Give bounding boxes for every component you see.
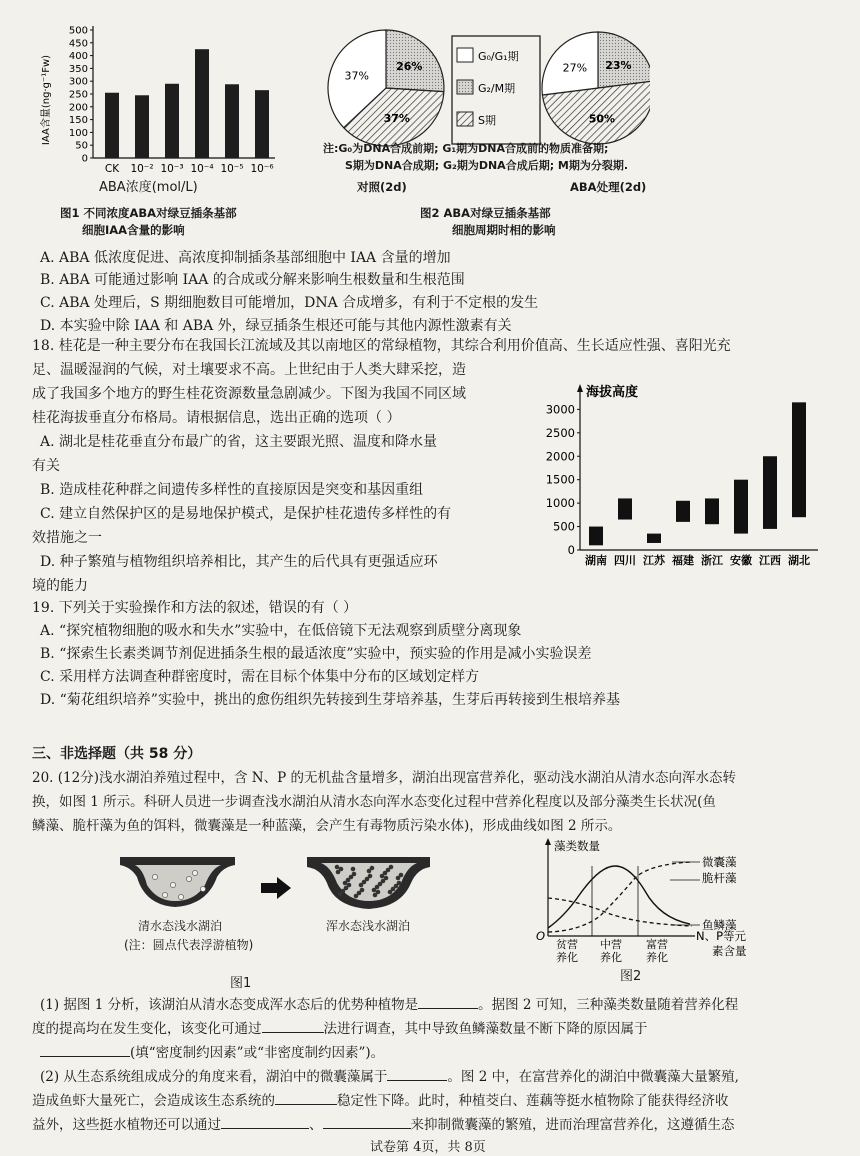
plankton-dot <box>339 867 344 872</box>
pie-aba <box>542 32 650 144</box>
fig1-bar <box>105 93 119 158</box>
lake-note: (注：圆点代表浮游植物) <box>124 938 254 952</box>
plankton-dot <box>399 873 404 878</box>
fig1-category-label: 10⁻⁴ <box>190 163 214 175</box>
q19-option-c: C. 采用样方法调查种群密度时，需在目标个体集中分布的区域划定样方 <box>40 669 480 685</box>
q19-option-a: A. “探究植物细胞的吸水和失水”实验中，在低倍镜下无法观察到质壁分离现象 <box>40 623 522 639</box>
alt-bar <box>589 527 603 546</box>
alt-title: 海拔高度 <box>586 385 639 400</box>
fig1-ytick-label: 400 <box>68 51 88 63</box>
alt-ytick-label: 0 <box>567 543 575 557</box>
plankton-dot <box>384 876 389 881</box>
plankton-dot <box>352 872 357 877</box>
q20-p1-d: 法进行调查，其中导致鱼鳞藻数量不断下降的原因属于 <box>323 1021 648 1037</box>
fig2-label-control: 对照(2d) <box>357 180 407 194</box>
alt-ytick-label: 2500 <box>545 425 575 440</box>
q18-stem-2: 足、温暖湿润的气候，对土壤要求不高。上世纪由于人类大肆采挖，造 <box>32 362 466 378</box>
q19-option-b: B. “探索生长素类调节剂促进插条生根的最适浓度”实验中，预实验的作用是减小实验误差 <box>40 646 592 662</box>
legend-g0g1: G₀/G₁期 <box>478 50 519 63</box>
q19-stem: 19. 下列关于实验操作和方法的叙述，错误的有（ ） <box>32 600 358 616</box>
fig1-caption-2: 细胞IAA含量的影响 <box>82 223 185 237</box>
pie-slice-label: 26% <box>396 60 423 74</box>
blank-7[interactable] <box>323 1114 411 1129</box>
g-meso-2: 养化 <box>600 951 622 964</box>
blank-6[interactable] <box>221 1114 309 1129</box>
q18-option-a: A. 湖北是桂花垂直分布最广的省，这主要跟光照、温度和降水量 <box>40 434 438 450</box>
alt-bar <box>792 402 806 517</box>
q20-p1-b: 。据图 2 可知，三种藻类数量随着营养化程 <box>478 997 739 1013</box>
fig1-bar <box>135 95 149 158</box>
q20-p1-c: 度的提高均在发生变化，该变化可通过 <box>32 1021 262 1037</box>
plankton-dot <box>368 874 373 879</box>
alt-category-label: 江西 <box>759 554 781 567</box>
fig1-category-label: 10⁻³ <box>160 163 184 175</box>
alt-category-label: 江苏 <box>643 554 665 567</box>
q18-option-c: C. 建立自然保护区的是易地保护模式，是保护桂花遗传多样性的有 <box>40 506 452 522</box>
alt-category-label: 福建 <box>672 554 694 567</box>
g-oligo-1: 贫营 <box>556 938 578 951</box>
q18-option-d: D. 种子繁殖与植物组织培养相比，其产生的后代具有更强适应环 <box>40 554 438 570</box>
g-origin: O <box>536 929 546 943</box>
lake-clear <box>120 857 235 907</box>
fig1-ytick-label: 150 <box>68 115 88 127</box>
fig1-category-label: CK <box>104 163 120 175</box>
blank-4[interactable] <box>387 1066 447 1081</box>
q20-p2-c: 造成鱼虾大量死亡，会造成该生态系统的 <box>32 1093 275 1109</box>
q17-option-d: D. 本实验中除 IAA 和 ABA 外，绿豆插条生根还可能与其他内源性激素有关 <box>40 318 512 334</box>
alt-bar <box>618 498 632 519</box>
fig1-bar <box>195 49 209 158</box>
g-meso-1: 中营 <box>600 938 622 951</box>
alt-category-label: 安徽 <box>730 554 752 567</box>
alt-bar <box>676 501 690 522</box>
g-xlabel-2: 素含量 <box>712 944 747 958</box>
fig1-xlabel: ABA浓度(mol/L) <box>99 180 198 195</box>
alt-category-label: 浙江 <box>701 554 723 567</box>
fig1-ytick-label: 300 <box>68 76 88 88</box>
g-eu-1: 富营 <box>646 938 668 951</box>
g-ylabel: 藻类数量 <box>554 839 600 853</box>
q20-p1-line3 <box>40 1042 384 1063</box>
g-brittle: 脆杆藻 <box>702 871 737 885</box>
plankton-dot <box>335 865 340 870</box>
altitude-chart <box>540 380 840 580</box>
g-eu-2: 养化 <box>646 951 668 964</box>
fig1-ytick-label: 50 <box>75 140 88 152</box>
q20-p1-line2 <box>32 1018 648 1039</box>
g-micro: 微囊藻 <box>702 855 737 869</box>
legend-s: S期 <box>478 114 496 127</box>
q17-option-c: C. ABA 处理后，S 期细胞数目可能增加，DNA 合成增多，有利于不定根的发生 <box>40 295 539 311</box>
arrow-right-icon <box>261 877 291 899</box>
pie-slice-label: 27% <box>562 61 588 75</box>
g-fish: 鱼鳞藻 <box>702 918 737 932</box>
q20-p2-f: 、 <box>309 1117 323 1133</box>
plankton-dot <box>389 865 394 870</box>
plankton-dot <box>186 876 191 881</box>
plankton-dot <box>376 890 381 895</box>
q18-stem-1: 18. 桂花是一种主要分布在我国长江流域及其以南地区的常绿植物，其综合利用价值高、生长适应性强、喜阳光充 <box>32 338 731 354</box>
q20-p2-line3 <box>32 1114 735 1135</box>
curve-microcystis <box>548 862 692 932</box>
q20-p2-g: 来抑制微囊藻的繁殖，进而治理富营养化，这遵循生态 <box>410 1117 735 1133</box>
q18-stem-4: 桂花海拔垂直分布格局。请根据信息，选出正确的选项（ ） <box>32 410 401 426</box>
fig1-ytick-label: 0 <box>81 153 88 165</box>
plankton-dot <box>170 882 175 887</box>
q18-option-a-cont: 有关 <box>32 458 60 474</box>
q18-stem-3: 成了我国多个地方的野生桂花资源数量急剧减少。下图为我国不同区域 <box>32 386 466 402</box>
q20-p2-line2 <box>32 1090 729 1111</box>
q20-p1-e: (填“密度制约因素”或“非密度制约因素”)。 <box>130 1045 385 1061</box>
fig1-caption-1: 图1 不同浓度ABA对绿豆插条基部 <box>60 206 237 220</box>
q20-p2-b: 。图 2 中，在富营养化的湖泊中微囊藻大量繁殖, <box>447 1069 739 1085</box>
lake-turbid-label: 浑水态浅水湖泊 <box>326 919 411 933</box>
page-footer: 试卷第 4页，共 8页 <box>370 1140 486 1155</box>
blank-3[interactable] <box>40 1042 130 1057</box>
q20-stem-1: 20. (12分)浅水湖泊养殖过程中，含 N、P 的无机盐含量增多，湖泊出现富营养化，驱动浅水湖泊从清水态向浑水态转 <box>32 770 736 786</box>
blank-1[interactable] <box>418 994 478 1009</box>
g-xlabel-1: N、P等元 <box>696 929 747 943</box>
plankton-dot <box>351 867 356 872</box>
curve-brittle <box>548 866 690 928</box>
legend-swatch-s <box>457 112 473 126</box>
fig1-ytick-label: 100 <box>68 127 88 139</box>
q20-p1-line1 <box>40 994 738 1015</box>
alt-ytick-label: 500 <box>553 519 575 534</box>
fig1-category-label: 10⁻⁵ <box>220 163 244 175</box>
q17-option-a: A. ABA 低浓度促进、高浓度抑制插条基部细胞中 IAA 含量的增加 <box>40 250 451 266</box>
legend-g2m: G₂/M期 <box>478 82 516 95</box>
alt-category-label: 湖北 <box>788 554 810 567</box>
q20-fig2-label: 图2 <box>620 969 642 984</box>
alt-bar <box>705 498 719 524</box>
fig2-note-1: 注:G₀为DNA合成前期; G₁期为DNA合成前的物质准备期; <box>323 142 609 155</box>
g-oligo-2: 养化 <box>556 951 578 964</box>
alt-bar <box>763 456 777 529</box>
q20-p1-a: (1) 据图 1 分析，该湖泊从清水态变成浑水态后的优势种植物是 <box>40 997 419 1013</box>
iaa-ylabel: IAA含量(ng·g⁻¹Fw) <box>41 54 52 146</box>
pie-slice-label: 37% <box>383 112 410 126</box>
q18-option-c-cont: 效措施之一 <box>32 530 102 546</box>
pie-slice-label: 37% <box>344 69 369 83</box>
lake-turbid <box>307 857 430 909</box>
alt-ytick-label: 1000 <box>545 496 575 511</box>
q20-p2-d: 稳定性下降。此时，种植茭白、莲藕等挺水植物除了能获得经济收 <box>337 1093 729 1109</box>
alt-ytick-label: 2000 <box>545 449 575 464</box>
plankton-dot <box>200 886 205 891</box>
fig1-ytick-label: 500 <box>68 25 88 37</box>
q20-fig1-label: 图1 <box>230 976 252 991</box>
fig1-category-label: 10⁻² <box>130 163 154 175</box>
fig2-label-aba: ABA处理(2d) <box>570 180 647 194</box>
plankton-dot <box>397 881 402 886</box>
pie-control <box>328 30 444 146</box>
algae-curve-graph <box>520 836 780 968</box>
alt-y-arrow-icon <box>577 384 583 392</box>
fig1-ytick-label: 200 <box>68 102 88 114</box>
fig1-category-label: 10⁻⁶ <box>250 163 274 175</box>
lake-illustration <box>115 855 445 925</box>
y-axis-arrow-icon <box>545 838 551 845</box>
q17-option-b: B. ABA 可能通过影响 IAA 的合成或分解来影响生根数量和生根范围 <box>40 272 465 288</box>
q18-option-b: B. 造成桂花种群之间遗传多样性的直接原因是突变和基因重组 <box>40 482 424 498</box>
fig2-note-2: S期为DNA合成期; G₂期为DNA合成后期; M期为分裂期. <box>345 159 629 172</box>
alt-category-label: 四川 <box>614 554 636 567</box>
plankton-dot <box>347 883 352 888</box>
alt-ytick-label: 1500 <box>545 472 575 487</box>
plankton-dot <box>162 892 167 897</box>
fig2-caption-2: 细胞周期时相的影响 <box>452 223 556 237</box>
q20-p2-a: (2) 从生态系统组成成分的角度来看，湖泊中的微囊藻属于 <box>40 1069 388 1085</box>
fig1-bar <box>165 84 179 158</box>
curve-fishscale <box>548 898 692 926</box>
alt-bar <box>647 534 661 543</box>
fig1-ytick-label: 350 <box>68 63 88 75</box>
lake-clear-label: 清水态浅水湖泊 <box>138 919 223 933</box>
plankton-dot <box>360 888 365 893</box>
plankton-dot <box>152 874 157 879</box>
q20-p2-e: 益外，这些挺水植物还可以通过 <box>32 1117 221 1133</box>
alt-category-label: 湖南 <box>585 554 607 567</box>
section-3-heading: 三、非选择题（共 58 分） <box>32 746 202 762</box>
q18-option-d-cont: 境的能力 <box>32 578 88 594</box>
q19-option-d: D. “菊花组织培养”实验中，挑出的愈伤组织先转接到生芽培养基，生芽后再转接到生根培养基 <box>40 692 620 708</box>
fig1-ytick-label: 250 <box>68 89 88 101</box>
alt-bar <box>734 480 748 534</box>
legend-swatch-g0g1 <box>457 48 473 62</box>
q20-stem-2: 换，如图 1 所示。科研人员进一步调查浅水湖泊从清水态向浑水态变化过程中营养化程度以及部分藻类生长状况(鱼 <box>32 794 716 810</box>
plankton-dot <box>370 866 375 871</box>
blank-2[interactable] <box>262 1018 324 1033</box>
iaa-bar-chart <box>35 18 285 193</box>
fig1-bar <box>225 84 239 158</box>
q20-stem-3: 鳞藻、脆杆藻为鱼的饵料，微囊藻是一种蓝藻，会产生有毒物质污染水体)，形成曲线如图 2 所示。 <box>32 818 622 834</box>
pie-slice-label: 23% <box>605 58 632 72</box>
plankton-dot <box>178 894 183 899</box>
alt-ytick-label: 3000 <box>545 402 575 417</box>
q20-p2-line1 <box>40 1066 739 1087</box>
blank-5[interactable] <box>275 1090 337 1105</box>
fig2-caption-1: 图2 ABA对绿豆插条基部 <box>420 206 551 220</box>
fig1-bar <box>255 90 269 158</box>
fig1-ytick-label: 450 <box>68 38 88 50</box>
plankton-dot <box>192 870 197 875</box>
pie-slice-label: 50% <box>588 112 616 126</box>
legend-swatch-g2m <box>457 80 473 94</box>
